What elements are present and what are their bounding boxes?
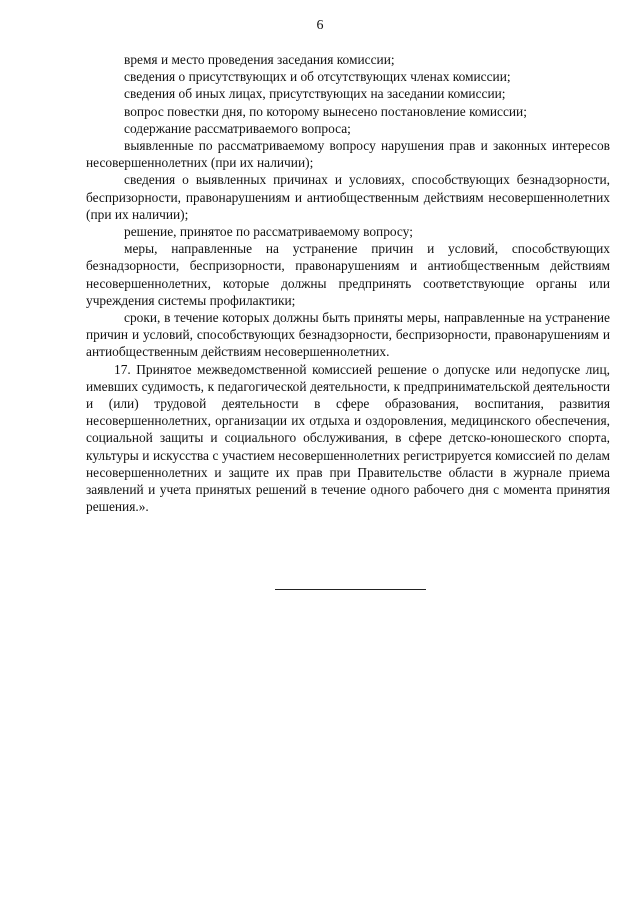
list-item-agenda-question: вопрос повестки дня, по которому вынесено постановление комиссии; xyxy=(124,103,527,119)
list-item-deadlines: сроки, в течение которых должны быть приняты меры, направленные на устранение причин и условий, способствующих безнадзорности, беспризорности, правонарушениям и антиобщественным действиям несовершеннолетних. xyxy=(86,310,610,360)
list-item-identified-violations: выявленные по рассматриваемому вопросу нарушения прав и законных интересов несовершеннолетних (при их наличии); xyxy=(86,138,610,171)
page-number: 6 xyxy=(316,18,324,33)
document-body xyxy=(86,51,610,515)
list-item-meeting-time-place: время и место проведения заседания комиссии; xyxy=(124,52,395,67)
list-item-present-absent-members: сведения о присутствующих и об отсутствующих членах комиссии; xyxy=(124,69,511,85)
list-item-question-content: содержание рассматриваемого вопроса; xyxy=(124,120,351,136)
list-item-identified-causes: сведения о выявленных причинах и условиях, способствующих безнадзорности, беспризорности, правонарушениям и антиобщественным действиям несовершеннолетних (при их наличии); xyxy=(86,172,610,222)
list-item-measures: меры, направленные на устранение причин и условий, способствующих безнадзорности, беспризорности, правонарушениям и антиобщественным действиям несовершеннолетних, которые должны предпринять соответствующие органы или учреждения системы профилактики; xyxy=(86,241,610,308)
end-divider xyxy=(275,589,426,590)
list-item-other-persons: сведения об иных лицах, присутствующих на заседании комиссии; xyxy=(124,86,506,102)
list-item-decision: решение, принятое по рассматриваемому вопросу; xyxy=(124,224,413,240)
clause-17: 17. Принятое межведомственной комиссией решение о допуске или недопуске лиц, имевших судимость, к педагогической деятельности, к предпринимательской деятельности и (или) трудовой деятельности в сфере образования, воспитания, развития несовершеннолетних, организации их отдыха и оздоровления, медицинского обеспечения, социальной защиты и социального обслуживания, в сфере детско-юношеского спорта, культуры и искусства с участием несовершеннолетних регистрируется комиссией по делам несовершеннолетних и защите их прав при Правительстве области в журнале приема заявлений и учета принятых решений в течение одного рабочего дня с момента принятия решения.». xyxy=(86,361,610,515)
